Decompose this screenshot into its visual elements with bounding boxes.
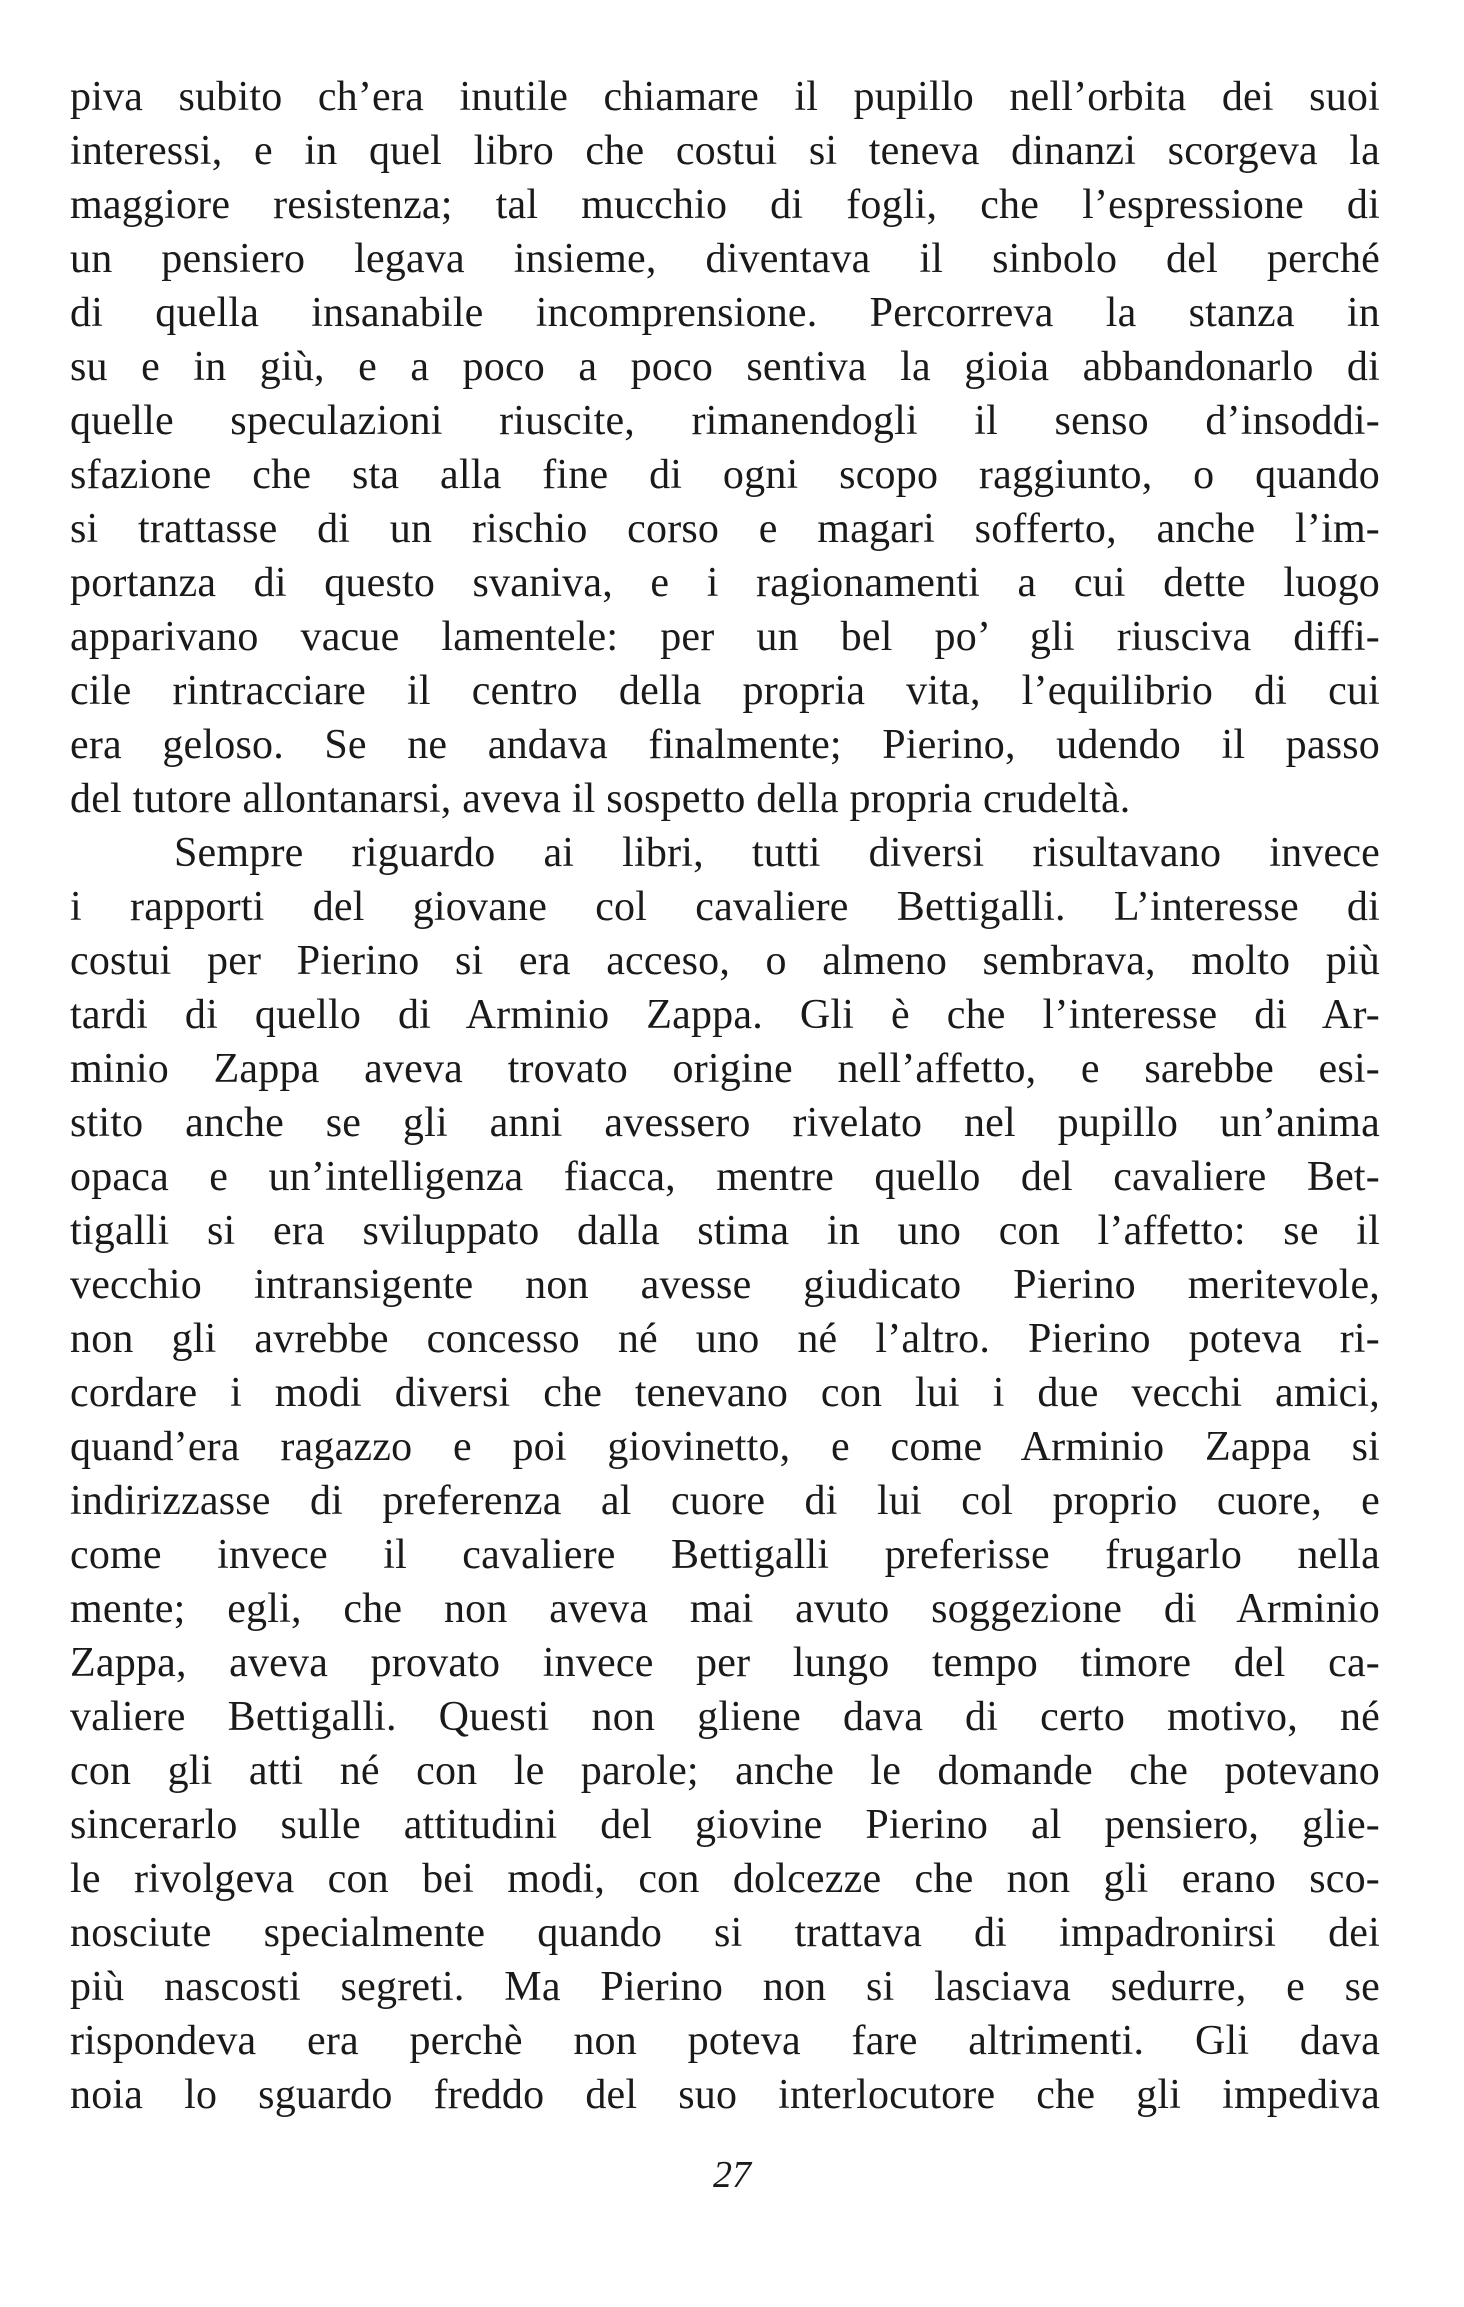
text-line: quelle speculazioni riuscite, rimanendogli il senso d’insoddi- [70,398,1380,444]
text-line: costui per Pierino si era acceso, o almeno sembrava, molto più [70,938,1380,984]
body-text [70,70,1380,2122]
text-line: più nascosti segreti. Ma Pierino non si lasciava sedurre, e se [70,1964,1380,2010]
text-line: cordare i modi diversi che tenevano con lui i due vecchi amici, [70,1370,1380,1416]
text-line-paragraph-start: Sempre riguardo ai libri, tutti diversi risultavano invece [174,830,1380,876]
text-line: vecchio intransigente non avesse giudicato Pierino meritevole, [70,1262,1380,1308]
text-line: era geloso. Se ne andava finalmente; Pierino, udendo il passo [70,722,1380,768]
text-line: noia lo sguardo freddo del suo interlocutore che gli impediva [70,2072,1380,2118]
text-line: indirizzasse di preferenza al cuore di lui col proprio cuore, e [70,1478,1380,1524]
text-line: piva subito ch’era inutile chiamare il pupillo nell’orbita dei suoi [70,74,1380,120]
text-line: maggiore resistenza; tal mucchio di fogli, che l’espressione di [70,182,1380,228]
text-line: su e in giù, e a poco a poco sentiva la gioia abbandonarlo di [70,344,1380,390]
text-line: quand’era ragazzo e poi giovinetto, e come Arminio Zappa si [70,1424,1380,1470]
text-line: cile rintracciare il centro della propria vita, l’equilibrio di cui [70,668,1380,714]
text-line: un pensiero legava insieme, diventava il sinbolo del perché [70,236,1380,282]
text-line: sfazione che sta alla fine di ogni scopo raggiunto, o quando [70,452,1380,498]
text-line: tigalli si era sviluppato dalla stima in uno con l’affetto: se il [70,1208,1380,1254]
text-line: le rivolgeva con bei modi, con dolcezze che non gli erano sco- [70,1856,1380,1902]
text-line: Zappa, aveva provato invece per lungo tempo timore del ca- [70,1640,1380,1686]
text-line: si trattasse di un rischio corso e magari sofferto, anche l’im- [70,506,1380,552]
text-line: tardi di quello di Arminio Zappa. Gli è che l’interesse di Ar- [70,992,1380,1038]
text-line: apparivano vacue lamentele: per un bel po’ gli riusciva diffi- [70,614,1380,660]
text-line: mente; egli, che non aveva mai avuto soggezione di Arminio [70,1586,1380,1632]
text-line: nosciute specialmente quando si trattava di impadronirsi dei [70,1910,1380,1956]
text-line: sincerarlo sulle attitudini del giovine Pierino al pensiero, glie- [70,1802,1380,1848]
text-line: come invece il cavaliere Bettigalli preferisse frugarlo nella [70,1532,1380,1578]
text-line: i rapporti del giovane col cavaliere Bettigalli. L’interesse di [70,884,1380,930]
text-line: del tutore allontanarsi, aveva il sospetto della propria crudeltà. [70,776,1131,822]
text-line: opaca e un’intelligenza fiacca, mentre quello del cavaliere Bet- [70,1154,1380,1200]
text-line: portanza di questo svaniva, e i ragionamenti a cui dette luogo [70,560,1380,606]
text-line: stito anche se gli anni avessero rivelato nel pupillo un’anima [70,1100,1380,1146]
text-line: con gli atti né con le parole; anche le domande che potevano [70,1748,1380,1794]
text-line: di quella insanabile incomprensione. Percorreva la stanza in [70,290,1380,336]
text-line: interessi, e in quel libro che costui si teneva dinanzi scorgeva la [70,128,1380,174]
text-line: non gli avrebbe concesso né uno né l’altro. Pierino poteva ri- [70,1316,1380,1362]
text-line: valiere Bettigalli. Questi non gliene dava di certo motivo, né [70,1694,1380,1740]
text-line: rispondeva era perchè non poteva fare altrimenti. Gli dava [70,2018,1380,2064]
page-number: 27 [713,2154,751,2196]
text-line: minio Zappa aveva trovato origine nell’affetto, e sarebbe esi- [70,1046,1380,1092]
